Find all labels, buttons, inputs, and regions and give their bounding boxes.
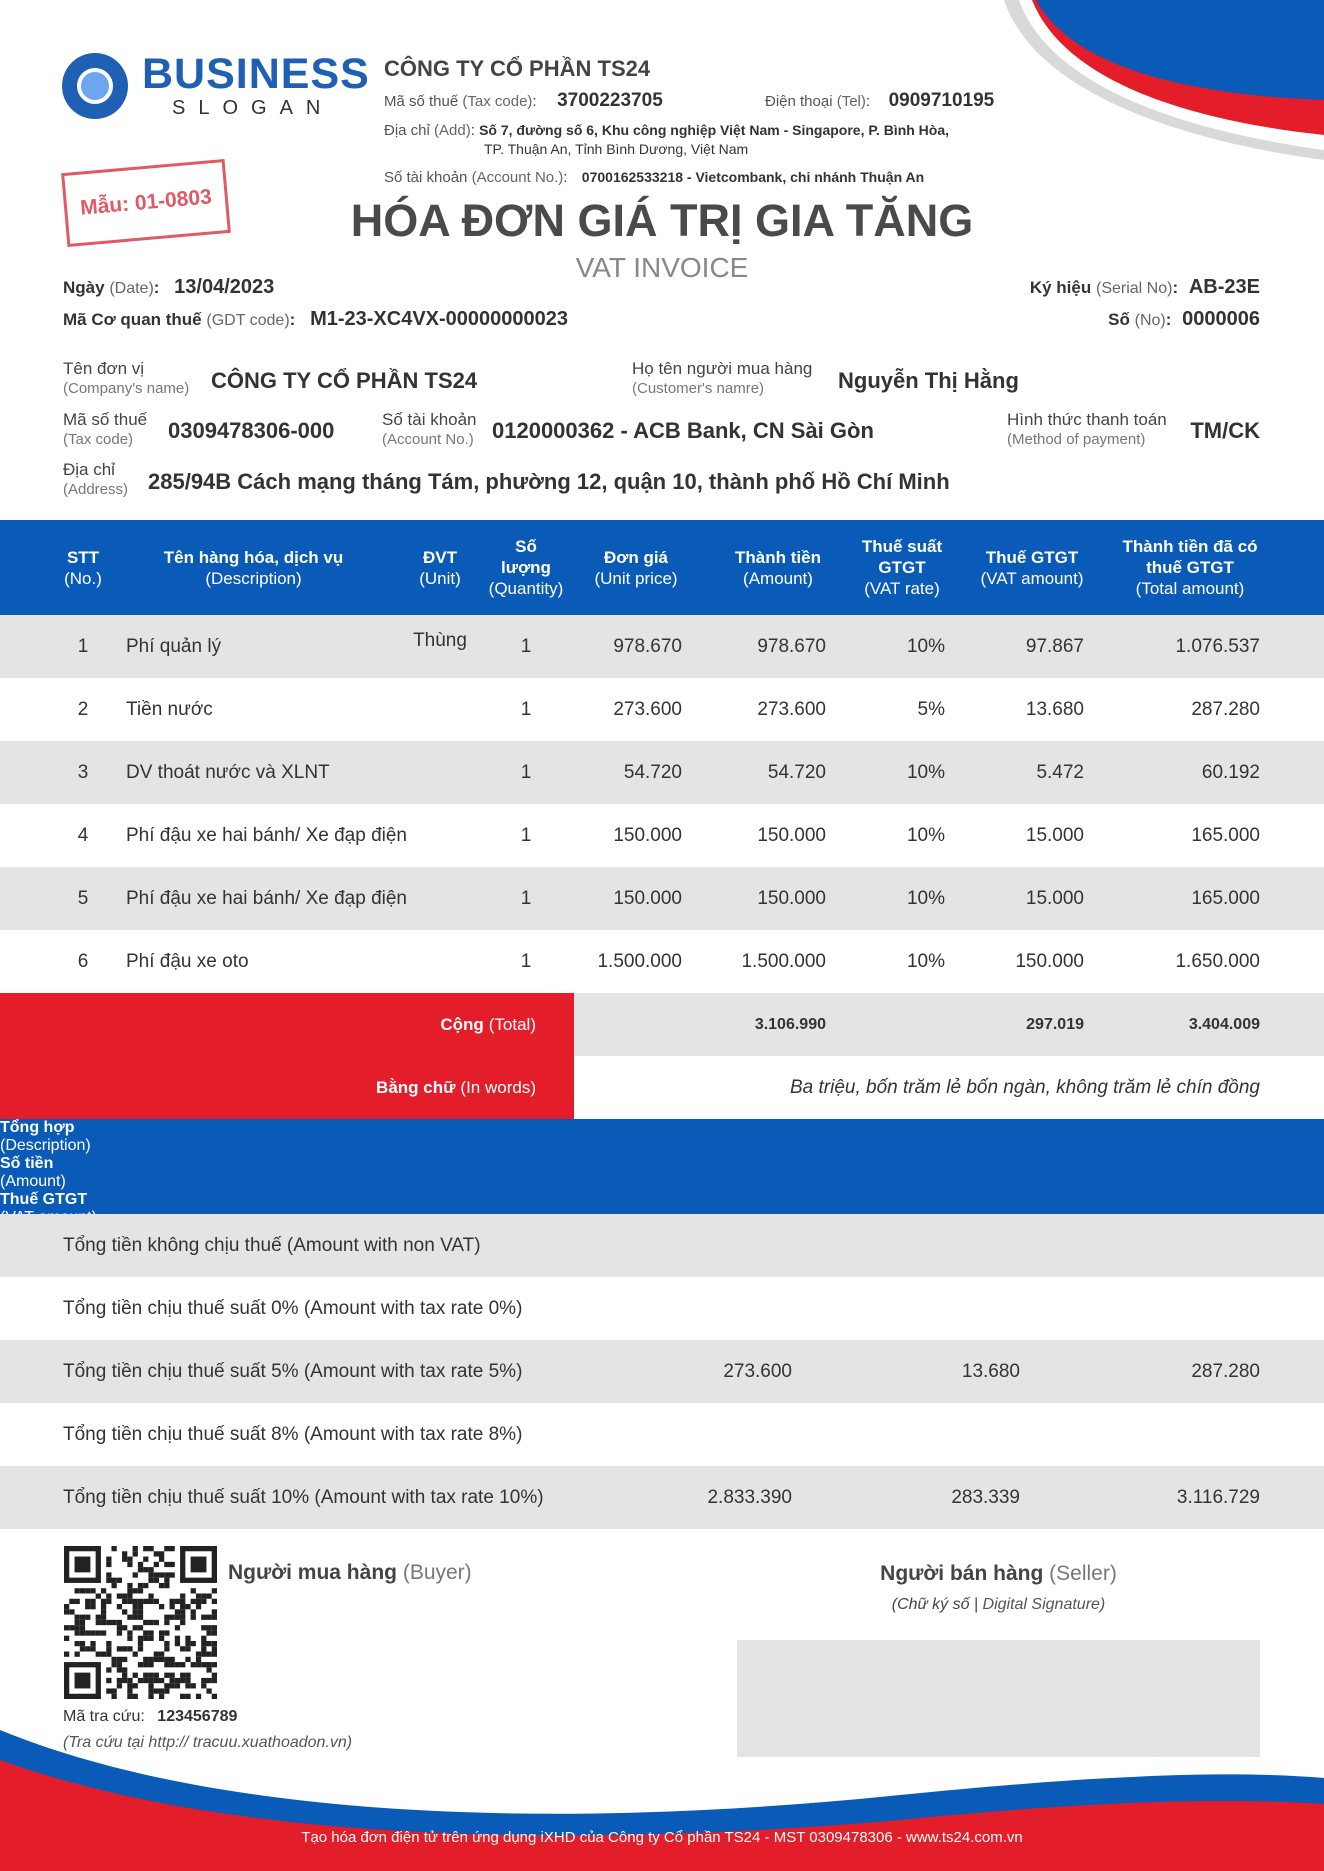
cell-no: 4 xyxy=(77,824,89,846)
col-header-quantity: Số lượng (Quantity) xyxy=(488,537,564,598)
cell-total: 287.280 xyxy=(1191,698,1260,720)
total-amount: 3.106.990 xyxy=(754,1015,826,1033)
table-row xyxy=(0,930,1324,993)
lookup-code: 123456789 xyxy=(157,1708,238,1725)
logo-circle-icon xyxy=(62,53,128,119)
seller-tel-row: Điện thoại (Tel): 0909710195 xyxy=(765,90,995,111)
cell-no: 2 xyxy=(77,698,89,720)
cell-rate: 10% xyxy=(906,950,945,972)
summary-row xyxy=(0,1466,1324,1529)
cell-qty: 1 xyxy=(520,824,532,846)
cell-amount: 54.720 xyxy=(767,761,826,783)
form-code-stamp: Mẫu: 01-0803 xyxy=(61,159,231,247)
payment-method: TM/CK xyxy=(1190,418,1260,443)
totals-row xyxy=(0,993,1324,1056)
summary-row xyxy=(0,1214,1324,1277)
items-table xyxy=(0,520,1324,1529)
total-grand: 3.404.009 xyxy=(1188,1015,1260,1033)
col-header-vat-rate: Thuế suất GTGT (VAT rate) xyxy=(861,537,943,598)
buyer-unit-label: Tên đơn vị (Company's name) xyxy=(63,359,190,397)
summary-row xyxy=(0,1403,1324,1466)
cell-unit xyxy=(400,867,480,930)
seller-address-line2: TP. Thuận An, Tỉnh Bình Dương, Việt Nam xyxy=(484,141,749,157)
summary-cell-amount xyxy=(600,1277,792,1340)
cell-no: 6 xyxy=(77,950,89,972)
summary-cell-label: Tổng tiền chịu thuế suất 5% (Amount with tax rate 5%) xyxy=(63,1360,523,1382)
buyer-name: Nguyễn Thị Hằng xyxy=(838,368,1019,393)
buyer-address: 285/94B Cách mạng tháng Tám, phường 12, quận 10, thành phố Hồ Chí Minh xyxy=(148,469,950,494)
lookup-url[interactable]: (Tra cứu tại http:// tracuu.xuathoadon.vn) xyxy=(63,1734,353,1751)
buyer-unit: CÔNG TY CỔ PHẦN TS24 xyxy=(211,368,478,393)
cell-amount: 150.000 xyxy=(757,824,826,846)
summary-cell-total: 287.280 xyxy=(1191,1360,1260,1382)
summary-table-body xyxy=(0,1214,1324,1529)
summary-cell-amount xyxy=(600,1403,792,1466)
logo-wordmark: BUSINESS xyxy=(142,50,370,98)
cell-rate: 10% xyxy=(906,761,945,783)
buyer-account-label: Số tài khoản (Account No.) xyxy=(382,410,477,448)
cell-amount: 978.670 xyxy=(757,635,826,657)
summary-cell-total: 3.116.729 xyxy=(1176,1486,1260,1508)
items-table-body xyxy=(0,615,1324,993)
gdt-code-row: Mã Cơ quan thuế (GDT code): M1-23-XC4VX-00000000023 xyxy=(63,308,569,330)
col-header-description: Tên hàng hóa, dịch vụ (Description) xyxy=(163,547,344,588)
cell-desc: Phí quản lý xyxy=(126,635,222,657)
seller-address-row: Địa chỉ (Add): Số 7, đường số 6, Khu công nghiệp Việt Nam - Singapore, P. Bình Hòa, xyxy=(384,122,950,139)
buyer-account: 0120000362 - ACB Bank, CN Sài Gòn xyxy=(492,418,874,443)
col-header-unit-price: Đơn giá (Unit price) xyxy=(594,547,678,588)
seller-signature-title: Người bán hàng (Seller) xyxy=(880,1562,1117,1585)
seller-address-line1: Số 7, đường số 6, Khu công nghiệp Việt Nam - Singapore, P. Bình Hòa, xyxy=(479,122,950,138)
amount-in-words: Ba triệu, bốn trăm lẻ bốn ngàn, không trăm lẻ chín đồng xyxy=(789,1076,1260,1098)
cell-price: 978.670 xyxy=(613,635,682,657)
cell-price: 273.600 xyxy=(613,698,682,720)
cell-unit xyxy=(400,930,480,993)
table-row xyxy=(0,741,1324,804)
col-header-vat-amount: Thuế GTGT (VAT amount) xyxy=(980,547,1084,588)
cell-no: 3 xyxy=(77,761,89,783)
cell-vat: 13.680 xyxy=(1025,698,1084,720)
company-logo xyxy=(62,52,372,122)
total-vat: 297.019 xyxy=(1026,1015,1084,1033)
qr-code xyxy=(64,1546,217,1699)
summary-row xyxy=(0,1277,1324,1340)
cell-unit xyxy=(400,741,480,804)
summary-cell-total xyxy=(1060,1277,1260,1340)
cell-qty: 1 xyxy=(520,698,532,720)
cell-vat: 15.000 xyxy=(1025,887,1084,909)
seller-account: 0700162533218 - Vietcombank, chi nhánh Thuận An xyxy=(581,169,925,185)
cell-qty: 1 xyxy=(520,950,532,972)
serial-number: AB-23E xyxy=(1188,276,1260,298)
buyer-tax: 0309478306-000 xyxy=(168,418,335,443)
cell-desc: Phí đậu xe hai bánh/ Xe đạp điện xyxy=(126,824,408,846)
table-row xyxy=(0,615,1324,678)
invoice-subtitle: VAT INVOICE xyxy=(575,252,749,283)
summary-cell-vat: 13.680 xyxy=(961,1360,1020,1382)
cell-rate: 5% xyxy=(917,698,945,720)
cell-unit: Thùng xyxy=(413,630,467,651)
summary-col-amount: Số tiền (Amount) xyxy=(0,1155,66,1190)
table-row xyxy=(0,678,1324,741)
buyer-address-label: Địa chỉ (Address) xyxy=(63,460,129,498)
summary-cell-total xyxy=(1060,1403,1260,1466)
summary-cell-vat: 283.339 xyxy=(951,1486,1020,1508)
summary-cell-vat xyxy=(840,1277,1020,1340)
serial-row: Ký hiệu (Serial No): AB-23E xyxy=(1029,276,1260,298)
cell-qty: 1 xyxy=(520,761,532,783)
cell-amount: 273.600 xyxy=(757,698,826,720)
seller-company-name: CÔNG TY CỔ PHẦN TS24 xyxy=(384,56,651,81)
summary-cell-amount: 273.600 xyxy=(723,1360,792,1382)
cell-total: 165.000 xyxy=(1191,887,1260,909)
table-row xyxy=(0,867,1324,930)
cell-no: 1 xyxy=(77,635,89,657)
cell-price: 150.000 xyxy=(613,824,682,846)
cell-desc: DV thoát nước và XLNT xyxy=(126,761,330,783)
cell-qty: 1 xyxy=(520,635,532,657)
buyer-signature-title: Người mua hàng (Buyer) xyxy=(228,1561,472,1584)
amount-in-words-label: Bằng chữ (In words) xyxy=(0,1056,574,1119)
seller-tel: 0909710195 xyxy=(888,90,995,111)
cell-desc: Tiền nước xyxy=(126,698,213,720)
cell-unit xyxy=(400,678,480,741)
summary-cell-total xyxy=(1060,1214,1260,1277)
summary-cell-label: Tổng tiền chịu thuế suất 8% (Amount with tax rate 8%) xyxy=(63,1423,523,1445)
cell-desc: Phí đậu xe hai bánh/ Xe đạp điện xyxy=(126,887,408,909)
col-header-amount: Thành tiền (Amount) xyxy=(735,547,821,588)
cell-total: 1.650.000 xyxy=(1175,950,1260,972)
table-row xyxy=(0,804,1324,867)
cell-vat: 97.867 xyxy=(1025,635,1084,657)
digital-signature-note: (Chữ ký số | Digital Signature) xyxy=(891,1596,1106,1613)
cell-no: 5 xyxy=(77,887,89,909)
totals-label: Cộng (Total) xyxy=(0,993,574,1056)
amount-in-words-row xyxy=(0,1056,1324,1119)
summary-cell-vat xyxy=(840,1403,1020,1466)
cell-qty: 1 xyxy=(520,887,532,909)
cell-vat: 15.000 xyxy=(1025,824,1084,846)
summary-cell-label: Tổng tiền không chịu thuế (Amount with non VAT) xyxy=(63,1234,481,1256)
invoice-title: HÓA ĐƠN GIÁ TRỊ GIA TĂNG xyxy=(350,195,974,246)
seller-tax-code: 3700223705 xyxy=(557,90,663,111)
summary-col-description: Tổng hợp (Description) xyxy=(0,1119,91,1154)
cell-price: 1.500.000 xyxy=(597,950,682,972)
buyer-name-label: Họ tên người mua hàng (Customer's namre) xyxy=(632,359,813,397)
cell-vat: 5.472 xyxy=(1036,761,1084,783)
payment-method-label: Hình thức thanh toán (Method of payment) xyxy=(1007,410,1167,448)
col-header-unit: ĐVT (Unit) xyxy=(419,547,461,588)
cell-rate: 10% xyxy=(906,635,945,657)
cell-rate: 10% xyxy=(906,887,945,909)
col-header-total: Thành tiền đã có thuế GTGT (Total amount) xyxy=(1122,537,1258,598)
cell-total: 1.076.537 xyxy=(1175,635,1260,657)
seller-tax-row: Mã số thuế (Tax code): 3700223705 xyxy=(384,90,663,111)
cell-unit xyxy=(400,804,480,867)
summary-table-header xyxy=(0,1119,1324,1214)
summary-cell-amount xyxy=(600,1214,792,1277)
seller-account-row: Số tài khoản (Account No.): 0700162533218 - Vietcombank, chi nhánh Thuận An xyxy=(384,169,925,186)
cell-price: 150.000 xyxy=(613,887,682,909)
invoice-date: 13/04/2023 xyxy=(174,276,275,298)
cell-total: 60.192 xyxy=(1201,761,1260,783)
summary-cell-label: Tổng tiền chịu thuế suất 10% (Amount with tax rate 10%) xyxy=(63,1486,544,1508)
footer-text: Tạo hóa đơn điện tử trên ứng dụng iXHD của Công ty Cổ phần TS24 - MST 0309478306 - www.ts24.com.vn xyxy=(301,1829,1023,1846)
buyer-tax-label: Mã số thuế (Tax code) xyxy=(63,410,148,448)
cell-amount: 1.500.000 xyxy=(741,950,826,972)
logo-slogan: SLOGAN xyxy=(172,97,334,119)
cell-price: 54.720 xyxy=(623,761,682,783)
lookup-code-row: Mã tra cứu: 123456789 xyxy=(63,1708,238,1725)
invoice-no-row: Số (No): 0000006 xyxy=(1108,308,1260,330)
items-table-header xyxy=(0,520,1324,615)
summary-row xyxy=(0,1340,1324,1403)
cell-amount: 150.000 xyxy=(757,887,826,909)
summary-cell-label: Tổng tiền chịu thuế suất 0% (Amount with tax rate 0%) xyxy=(63,1297,523,1319)
summary-cell-vat xyxy=(840,1214,1020,1277)
col-header-no: STT (No.) xyxy=(64,547,102,588)
cell-total: 165.000 xyxy=(1191,824,1260,846)
cell-vat: 150.000 xyxy=(1015,950,1084,972)
invoice-date-row: Ngày (Date): 13/04/2023 xyxy=(63,276,275,298)
invoice-number: 0000006 xyxy=(1182,308,1260,330)
summary-cell-amount: 2.833.390 xyxy=(707,1486,792,1508)
cell-desc: Phí đậu xe oto xyxy=(126,950,249,972)
gdt-code: M1-23-XC4VX-00000000023 xyxy=(310,308,569,330)
cell-rate: 10% xyxy=(906,824,945,846)
summary-col-vat: Thuế GTGT xyxy=(0,1191,88,1208)
header-wave-decoration xyxy=(944,0,1324,170)
